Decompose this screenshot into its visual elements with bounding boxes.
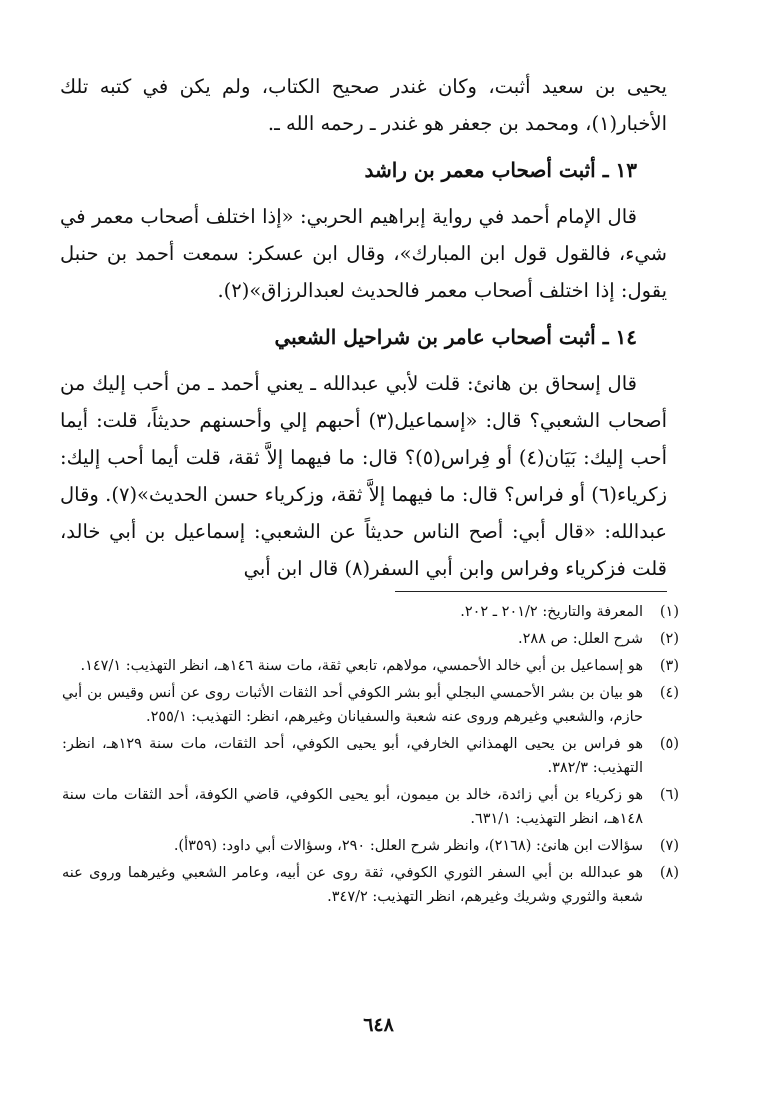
footnote-text: هو بيان بن بشر الأحمسي البجلي أبو بشر الكوفي أحد الثقات الأثبات روى عن أنس وقيس بن أبي حازم، والشعبي وغيرهم وروى عنه شعبة والسفيانان وغيرهم، انظر: التهذيب: ٢٥٥/١.	[62, 685, 643, 725]
footnote-item	[62, 834, 679, 858]
section-paragraph-14: قال إسحاق بن هانئ: قلت لأبي عبدالله ـ يعني أحمد ـ من أحب إليك من أصحاب الشعبي؟ قال: «إسماعيل(٣) أحبهم إلي وأحسنهم حديثاً، قلت: أيما أحب إليك: بَيَان(٤) أو فِراس(٥)؟ قال: ما فيهما إلاَّ ثقة، قلت أيما أحب إليك: زكرياء(٦) أو فراس؟ قال: ما فيهما إلاَّ ثقة، وزكرياء حسن الحديث»(٧). وقال عبدالله: «قال أبي: أصح الناس حديثاً عن الشعبي: إسماعيل بن أبي خالد، قلت فزكرياء وفراس وابن أبي السفر(٨) قال ابن أبي	[60, 372, 667, 580]
footnote-text: هو عبدالله بن أبي السفر الثوري الكوفي، ثقة روى عن أبيه، وعامر الشعبي وغيرهما وروى عنه شعبة والثوري وشريك وغيرهم، انظر التهذيب: ٣٤٧/٢.	[62, 865, 643, 905]
footnote-item	[62, 627, 679, 651]
footnote-number: (٧)	[659, 838, 679, 854]
footnote-item	[62, 681, 679, 729]
footnote-item	[62, 732, 679, 780]
footnotes	[62, 600, 679, 912]
footnote-number: (٣)	[659, 658, 679, 674]
footnote-text: المعرفة والتاريخ: ٢٠١/٢ ـ ٢٠٢.	[460, 604, 643, 620]
footnote-number: (٦)	[659, 787, 679, 803]
footnote-item	[62, 600, 679, 624]
footnote-item	[62, 783, 679, 831]
section-paragraph-13: قال الإمام أحمد في رواية إبراهيم الحربي: «إذا اختلف أصحاب معمر في شيء، فالقول قول ابن المبارك»، وقال ابن عسكر: سمعت أحمد بن حنبل يقول: إذا اختلف أصحاب معمر فالحديث لعبدالرزاق»(٢).	[60, 205, 667, 302]
footnote-number: (٥)	[659, 736, 679, 752]
main-text	[60, 68, 667, 587]
page-number: ٦٤٨	[363, 1014, 394, 1036]
footnote-item	[62, 861, 679, 909]
footnote-number: (٢)	[659, 631, 679, 647]
footnote-item	[62, 654, 679, 678]
section-heading-13: ١٣ ـ أثبت أصحاب معمر بن راشد	[364, 158, 637, 182]
footnote-text: هو زكرياء بن أبي زائدة، خالد بن ميمون، أبو يحيى الكوفي، قاضي الكوفة، أحد الثقات مات سنة ١٤٨هـ، انظر التهذيب: ٦٣١/١.	[62, 787, 643, 827]
footnote-text: سؤالات ابن هانئ: (٢١٦٨)، وانظر شرح العلل: ٢٩٠، وسؤالات أبي داود: (٣٥٩أ).	[173, 838, 643, 854]
footnote-number: (٨)	[659, 865, 679, 881]
footnote-number: (٤)	[659, 685, 679, 701]
footnote-text: هو إسماعيل بن أبي خالد الأحمسي، مولاهم، تابعي ثقة، مات سنة ١٤٦هـ، انظر التهذيب: ١٤٧/١.	[80, 658, 643, 674]
footnote-separator	[395, 591, 667, 592]
intro-paragraph: يحيى بن سعيد أثبت، وكان غندر صحيح الكتاب، ولم يكن في كتبه تلك الأخبار(١)، ومحمد بن جعفر هو غندر ـ رحمه الله ـ.	[60, 75, 667, 135]
footnote-number: (١)	[659, 604, 679, 620]
section-heading-14: ١٤ ـ أثبت أصحاب عامر بن شراحيل الشعبي	[274, 325, 637, 349]
footnote-text: شرح العلل: ص ٢٨٨.	[518, 631, 643, 647]
footnote-text: هو فراس بن يحيى الهمذاني الخارفي، أبو يحيى الكوفي، أحد الثقات، مات سنة ١٢٩هـ، انظر: التهذيب: ٣٨٢/٣.	[62, 736, 643, 776]
